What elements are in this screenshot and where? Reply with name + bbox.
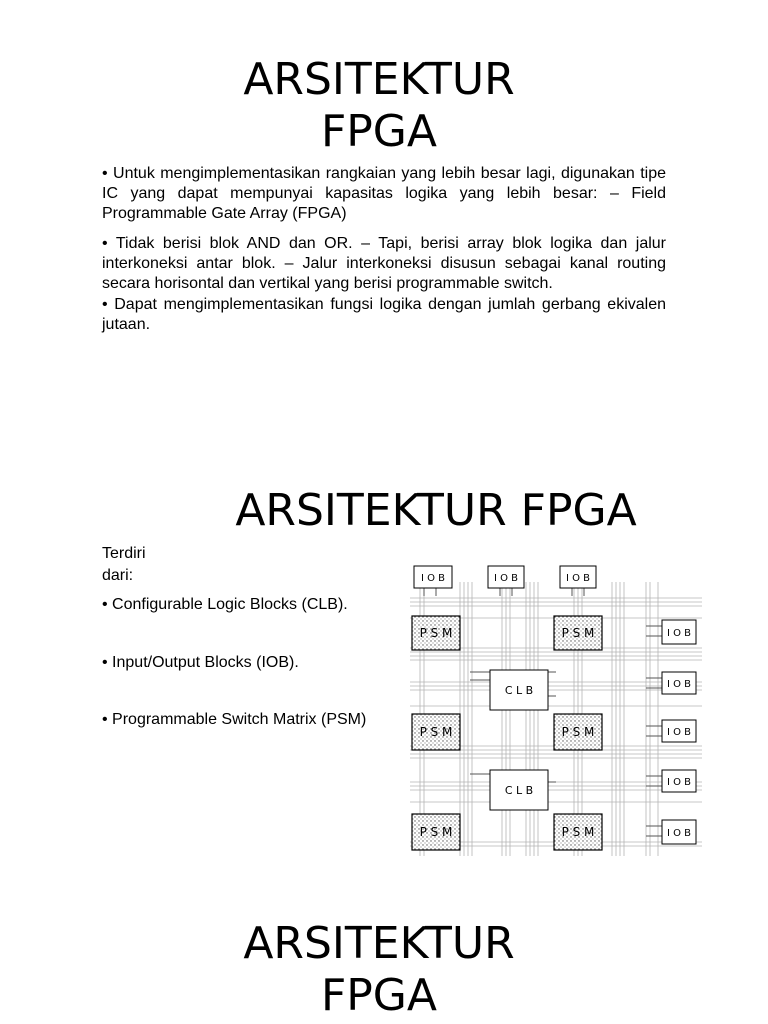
clb-block-2 xyxy=(490,770,548,810)
intro-paragraph-3: • Dapat mengimplementasikan fungsi logika dengan jumlah gerbang ekivalen jutaan. xyxy=(102,296,666,333)
psm-label: P S M xyxy=(419,725,453,739)
psm-label: P S M xyxy=(561,825,595,839)
psm-label: P S M xyxy=(561,626,595,640)
intro-paragraph-2: • Tidak berisi blok AND dan OR. – Tapi, berisi array blok logika dan jalur interkoneksi antar blok. – Jalur interkoneksi disusun sebagai kanal routing secara horisontal dan vertikal yang berisi programmable switch. xyxy=(102,235,666,292)
iob-block-right-5 xyxy=(662,820,696,844)
component-item-psm: • Programmable Switch Matrix (PSM) xyxy=(102,711,367,728)
clb-label: C L B xyxy=(504,684,534,697)
clb-block-1 xyxy=(490,670,548,710)
slide3-title xyxy=(0,918,763,1022)
psm-label: P S M xyxy=(561,725,595,739)
iob-block-right-1 xyxy=(662,620,696,644)
components-heading: Terdiri dari: xyxy=(102,545,146,584)
fpga-architecture-diagram xyxy=(406,560,706,860)
psm-label: P S M xyxy=(419,825,453,839)
iob-block-top-3 xyxy=(560,566,596,588)
iob-label: I O B xyxy=(666,828,692,839)
iob-block-right-3 xyxy=(662,720,696,742)
psm-block-4 xyxy=(554,714,602,750)
iob-label: I O B xyxy=(565,573,591,584)
iob-label: I O B xyxy=(666,777,692,788)
psm-block-3 xyxy=(412,714,460,750)
iob-label: I O B xyxy=(493,573,519,584)
psm-block-2 xyxy=(554,616,602,650)
psm-block-1 xyxy=(412,616,460,650)
slide1-title xyxy=(0,54,763,158)
component-item-iob: • Input/Output Blocks (IOB). xyxy=(102,654,299,671)
intro-paragraph-1: • Untuk mengimplementasikan rangkaian yang lebih besar lagi, digunakan tipe IC yang dapat mempunyai kapasitas logika yang lebih besar: – Field Programmable Gate Array (FPGA) xyxy=(102,165,666,222)
psm-block-5 xyxy=(412,814,460,850)
component-item-clb: • Configurable Logic Blocks (CLB). xyxy=(102,596,348,613)
slide1-title-line2: FPGA xyxy=(320,106,438,157)
iob-label: I O B xyxy=(420,573,446,584)
iob-label: I O B xyxy=(666,727,692,738)
slide3-title-line1: ARSITEKTUR xyxy=(243,918,515,969)
iob-label: I O B xyxy=(666,628,692,639)
slide2-title: ARSITEKTUR FPGA xyxy=(235,485,637,536)
clb-label: C L B xyxy=(504,784,534,797)
psm-block-6 xyxy=(554,814,602,850)
iob-block-top-1 xyxy=(414,566,452,588)
psm-label: P S M xyxy=(419,626,453,640)
iob-block-top-2 xyxy=(488,566,524,588)
slide1-title-line1: ARSITEKTUR xyxy=(243,54,515,105)
iob-label: I O B xyxy=(666,679,692,690)
slide3-title-line2: FPGA xyxy=(320,970,438,1021)
iob-block-right-2 xyxy=(662,672,696,694)
iob-block-right-4 xyxy=(662,770,696,792)
